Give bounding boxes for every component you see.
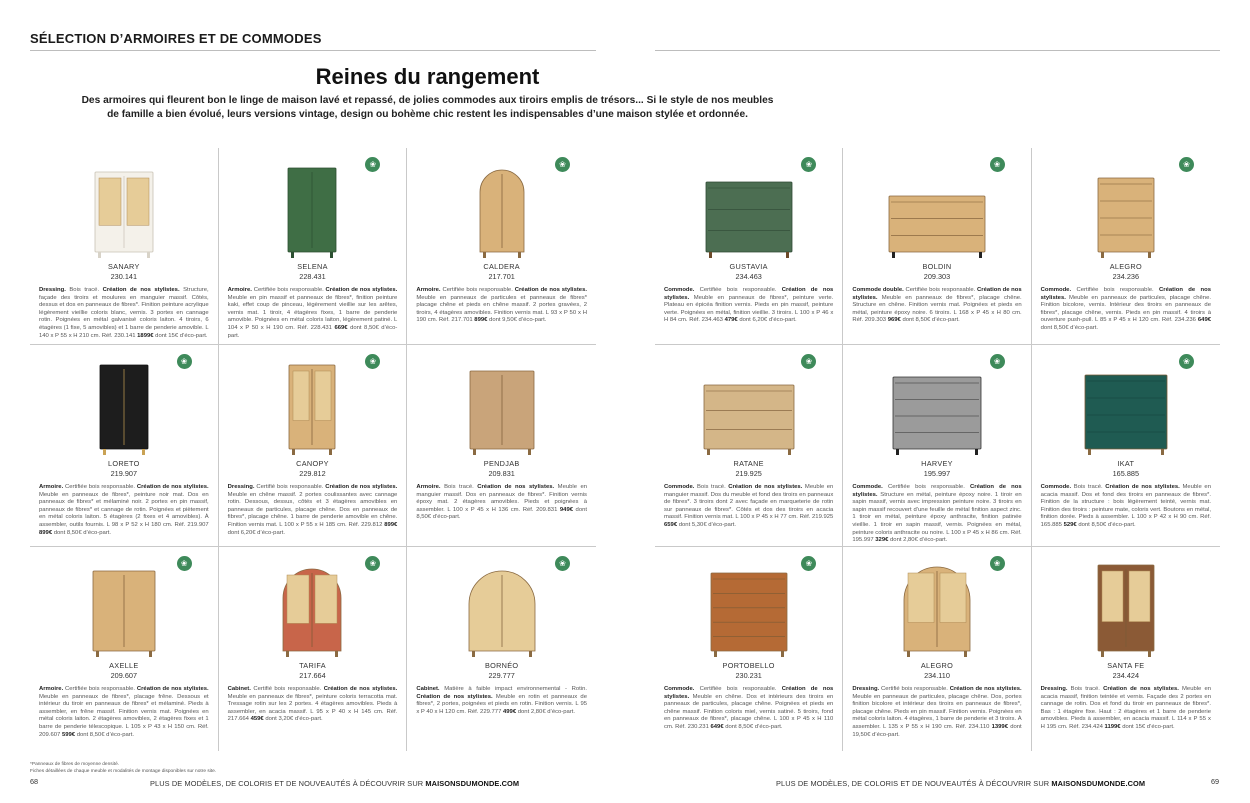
- leaf-icon: ❀: [1179, 157, 1194, 172]
- product-details: Meuble en acacia massif. Dos et fond des tiroirs en panneaux de fibres*. Finition de la structure : bois légèrement teinté, vernis mat. Finition des tiroirs : peinture mate, coloris vert. Boutons en métal, finition dorée. Pieds à assembler. L 100 x P 42 x H 90 cm. Réf. 165.885: [1040, 484, 1211, 528]
- product-details: Meuble en pin massif et panneaux de fibres*, finition peinture kaki, effet coup de pinceau, légèrement vieillie sur les arêtes, vernis mat. 1 tiroir, 4 étagères fixes, 1 barre de penderie amovible. Poignées en métal coloris laiton, légèrement patiné. L 104 x P 50 x H 190 cm. Réf. 228.431: [227, 294, 398, 331]
- product-collection: Création de nos stylistes.: [1103, 686, 1179, 692]
- product-eco-part: dont 2,80€ d’éco-part.: [517, 708, 576, 715]
- product-cert: Bois tracé.: [1073, 484, 1103, 490]
- product-description: [228, 686, 398, 724]
- product-card[interactable]: [655, 547, 843, 751]
- product-price: 329€: [875, 537, 889, 544]
- product-cert: Certifié bois responsable.: [881, 686, 948, 692]
- product-details: Meuble en rotin et panneaux de fibres*, 2 portes, poignées et pieds en rotin. Finition vernis. L 95 x P 40 x H 120 cm. Réf. 229.777: [416, 693, 587, 715]
- product-cert: Matière à faible impact environnemental - Rotin.: [444, 686, 588, 692]
- product-name: SANTA FE: [1107, 661, 1145, 670]
- product-ref: 234.463: [735, 272, 762, 281]
- product-collection: Création de nos stylistes.: [514, 287, 587, 293]
- page-number-left: 68: [30, 777, 39, 786]
- product-ref: 230.141: [110, 272, 138, 281]
- product-card[interactable]: [843, 148, 1031, 345]
- product-details: Meuble en acacia massif, finition teintée et vernis. Façade des 2 portes en cannage de rotin. Dos et fond du tiroir en panneaux de fibres*. Bas : 1 étagère fixe. Haut : 2 étagères et 1 barre de penderie amovibles. Pieds à assembler, en acacia massif. L 114 x P 55 x H 195 cm. Réf. 234.424: [1040, 686, 1212, 730]
- product-description: [852, 484, 1021, 545]
- leaf-icon: ❀: [990, 556, 1005, 571]
- product-card[interactable]: [1032, 547, 1220, 751]
- product-collection: Création de nos stylistes.: [325, 287, 398, 293]
- section-title: SÉLECTION D’ARMOIRES ET DE COMMODES: [30, 31, 322, 46]
- product-grid-left: [30, 148, 596, 751]
- product-card[interactable]: [655, 345, 843, 547]
- product-cert: Certifiée bois responsable.: [887, 484, 965, 490]
- product-image[interactable]: [1041, 551, 1211, 657]
- product-description: [664, 484, 833, 530]
- product-collection: Création de nos stylistes.: [852, 484, 1022, 498]
- product-type: Armoire.: [39, 686, 64, 692]
- product-name: IKAT: [1117, 459, 1135, 468]
- leaf-icon: ❀: [177, 556, 192, 571]
- product-collection: Création de nos stylistes.: [1040, 287, 1212, 301]
- product-name: SANARY: [107, 262, 140, 271]
- product-name: ALEGRO: [920, 661, 954, 670]
- product-collection: Création de nos stylistes.: [949, 686, 1022, 692]
- product-eco-part: dont 8,50€ d’éco-part.: [76, 731, 134, 738]
- product-collection: Création de nos stylistes.: [728, 484, 803, 490]
- product-price: 969€: [887, 317, 901, 324]
- product-description: [39, 287, 209, 340]
- product-ref: 229.777: [488, 671, 515, 680]
- product-description: [228, 287, 398, 340]
- product-type: Dressing.: [227, 484, 255, 490]
- product-description: [1041, 686, 1211, 732]
- product-description: [39, 686, 209, 739]
- product-collection: Création de nos stylistes.: [416, 693, 493, 700]
- leaf-icon: ❀: [365, 556, 380, 571]
- leaf-icon: ❀: [990, 157, 1005, 172]
- product-description: [39, 484, 209, 537]
- product-eco-part: dont 5,30€ d’éco-part.: [678, 521, 737, 528]
- product-cert: Bois tracé.: [69, 287, 100, 293]
- product-cert: Certifiée bois responsable.: [1076, 287, 1154, 293]
- product-name: BOLDIN: [922, 262, 952, 271]
- product-cert: Certifiée bois responsable.: [65, 686, 136, 692]
- product-name: HARVEY: [921, 459, 953, 468]
- promo-text: PLUS DE MODÈLES, DE COLORIS ET DE NOUVEAUTÉS À DÉCOUVRIR SUR: [776, 779, 1050, 788]
- product-description: [664, 287, 833, 325]
- product-cert: Certifié bois responsable.: [253, 686, 322, 692]
- product-type: Armoire.: [39, 484, 64, 490]
- product-ref: 234.236: [1112, 272, 1140, 281]
- product-card[interactable]: [1032, 345, 1220, 547]
- product-collection: Création de nos stylistes.: [325, 484, 398, 490]
- product-price: 899€: [384, 521, 398, 528]
- product-details: Meuble en manguier massif. Dos du meuble et fond des tiroirs en panneaux de fibres*. 3 tiroirs dont 2 avec façade en marqueterie de rotin sur panneaux de fibres*. Côtés et dos des tiroirs en acacia massif. Finition vernis mat. L 100 x P 45 x H 77 cm. Réf. 219.925: [664, 484, 834, 521]
- product-collection: Création de nos stylistes.: [852, 287, 1022, 301]
- product-name: CANOPY: [296, 459, 329, 468]
- product-eco-part: dont 8,50€ d’éco-part.: [725, 723, 783, 730]
- product-ref: 228.431: [299, 272, 326, 281]
- product-details: Meuble en panneaux de fibres*, placage frêne. Dessous et intérieur du tiroir en panneaux de fibres* et mélaminé. Pieds à assembler, en frêne massif. Finition vernis mat. Poignées en métal coloris laiton. 2 étagères amovibles, 2 étagères fixes et 1 barre de penderie télescopique. L 105 x P 43 x H 150 cm. Réf. 209.607: [39, 693, 209, 738]
- product-price: 1399€: [991, 723, 1008, 730]
- product-price: 899€: [474, 317, 488, 324]
- product-eco-part: dont 8,50€ d’éco-part.: [902, 317, 960, 324]
- product-details: Structure en métal, peinture époxy noire. 1 tiroir en sapin massif, vernis avec impression peinture noire. 3 tiroirs en sapin massif recouvert d’une feuille de métal finition aspect zinc. 1 tiroir en métal, peinture époxy anthracite, finition patinée vieillie. 1 tiroir en sapin massif, vernis. Poignées en métal, peinture coloris anthracite ou noire. L 100 x P 45 x H 86 cm. Réf. 195.997: [852, 491, 1022, 544]
- product-card[interactable]: [655, 148, 843, 345]
- product-cert: Bois tracé.: [696, 484, 726, 490]
- product-type: Armoire.: [416, 287, 441, 293]
- product-cert: Bois tracé.: [1070, 686, 1100, 692]
- leaf-icon: ❀: [1179, 354, 1194, 369]
- product-card[interactable]: [407, 547, 596, 751]
- product-type: Armoire.: [416, 484, 441, 490]
- product-ref: 230.231: [735, 671, 762, 680]
- product-name: CALDERA: [483, 262, 520, 271]
- product-name: GUSTAVIA: [729, 262, 768, 271]
- leaf-icon: ❀: [365, 354, 380, 369]
- product-type: Dressing.: [852, 686, 880, 692]
- product-type: Commode.: [664, 686, 695, 692]
- top-rule-right: [655, 50, 1220, 51]
- intro-paragraph: Des armoires qui fleurent bon le linge de maison lavé et repassé, de jolies commodes aux tiroirs emplis de trésors... Si le style de nos meubles de famille a bien évolué, leurs versions vintage, design ou bohème chic restent les indispensables d’une maison stylée et ordonnée.: [81, 95, 774, 120]
- leaf-icon: ❀: [555, 157, 570, 172]
- product-name: ALEGRO: [1109, 262, 1142, 271]
- product-card[interactable]: [1032, 148, 1220, 345]
- product-cert: Bois tracé.: [444, 484, 474, 490]
- product-description: [1041, 484, 1211, 530]
- product-name: PENDJAB: [483, 459, 520, 468]
- product-card[interactable]: [219, 547, 408, 751]
- product-details: Structure, façade des tiroirs et moulures en manguier massif. Côtés, dessus et dos en panneaux de fibres*. Finition peinture acrylique légèrement vieillie coloris blanc, vernis. 3 portes en cannage rotin. Poignées en métal galvanisé coloris laiton. 4 tiroirs, 6 étagères (1 fixe, 5 amovibles) et 1 barre de penderie amovible. L 140 x P 55 x H 210 cm. Réf. 230.141: [39, 287, 209, 339]
- product-price: 949€: [559, 506, 574, 513]
- product-cert: Certifiée bois responsable.: [442, 287, 513, 293]
- leaf-icon: ❀: [801, 354, 816, 369]
- leaf-icon: ❀: [365, 157, 380, 172]
- product-price: 479€: [724, 317, 738, 324]
- product-details: Meuble en panneaux de fibres*, peinture noir mat. Dos en panneaux de fibres* et mélaminé noir. 2 portes en pin massif, panneaux de fibres* et cannage de rotin. Poignées et piètement en métal coloris laiton. 5 étagères (2 fixes et 4 amovibles). À assembler, outils fournis. L 98 x P 52 x H 180 cm. Réf. 219.907: [39, 491, 209, 528]
- product-eco-part: dont 8,50€ d’éco-part.: [416, 506, 588, 521]
- product-name: BORNÉO: [484, 661, 519, 670]
- product-description: [1041, 287, 1211, 333]
- product-price: 649€: [1197, 317, 1211, 324]
- product-price: 1899€: [137, 332, 154, 339]
- leaf-icon: ❀: [555, 556, 570, 571]
- product-collection: Création de nos stylistes.: [323, 686, 398, 692]
- promo-line-right: [776, 779, 1145, 788]
- product-card[interactable]: [407, 345, 596, 547]
- product-eco-part: dont 8,50€ d’éco-part.: [53, 529, 112, 536]
- product-ref: 229.812: [299, 469, 326, 478]
- product-ref: 195.997: [923, 469, 951, 478]
- product-ref: 209.831: [488, 469, 515, 478]
- product-ref: 217.664: [299, 671, 326, 680]
- product-price: 649€: [710, 723, 724, 730]
- product-cert: Certifiée bois responsable.: [699, 287, 777, 293]
- product-details: Meuble en panneaux de fibres*, peinture coloris terracotta mat. Tressage rotin sur les 2 portes. 4 étagères amovibles. Pieds à assembler, en acacia massif. L 95 x P 40 x H 145 cm. Réf. 217.664: [227, 693, 398, 723]
- product-type: Armoire.: [227, 287, 252, 293]
- product-eco-part: dont 6,20€ d’éco-part.: [739, 317, 797, 324]
- product-type: Dressing.: [39, 287, 66, 293]
- product-type: Commode.: [664, 287, 695, 293]
- product-name: LORETO: [107, 459, 140, 468]
- product-collection: Création de nos stylistes.: [136, 686, 209, 692]
- product-name: AXELLE: [109, 661, 139, 670]
- product-card[interactable]: [219, 345, 408, 547]
- product-eco-part: dont 3,20€ d’éco-part.: [265, 716, 323, 723]
- product-details: Meuble en panneaux de particules, placage chêne. Dos, portes finition bicolore et intérieur des tiroirs en panneaux de fibres*, placage chêne. Pieds en pin massif. Finition vernis. Poignées en métal coloris laiton. 4 étagères, 1 barre de penderie et 3 tiroirs. À assembler. L 135 x P 55 x H 190 cm. Réf. 234.110: [852, 693, 1022, 730]
- product-ref: 209.607: [110, 671, 138, 680]
- product-ref: 219.925: [735, 469, 762, 478]
- product-type: Commode.: [1040, 287, 1072, 293]
- product-type: Commode double.: [852, 287, 904, 293]
- product-details: Meuble en chêne. Dos et intérieurs des tiroirs en panneaux de particules, placage chêne. Poignées et pieds en chêne massif. Finition coloris miel, vernis satiné. 5 tiroirs, fond en panneaux de fibres*, placage chêne. L 100 x P 45 x H 110 cm. Réf. 230.231: [664, 693, 834, 730]
- product-grid-right: [655, 148, 1220, 751]
- product-name: RATANE: [733, 459, 764, 468]
- leaf-icon: ❀: [177, 354, 192, 369]
- page-number-right: 69: [1211, 777, 1220, 786]
- product-details: Meuble en panneaux de fibres*, placage chêne. Structure en chêne. Finition vernis mat. Poignées et pieds en métal, peinture époxy noire. 6 tiroirs. L 168 x P 45 x H 80 cm. Réf. 209.303: [852, 294, 1022, 324]
- product-price: 1199€: [1104, 723, 1121, 730]
- product-details: Meuble en panneaux de fibres*, peinture verte. Plateau en épicéa finition vernis. Pieds en pin massif, peinture verte. Poignées en métal, finition vieillie. 3 tiroirs. L 100 x P 46 x H 84 cm. Réf. 234.463: [664, 294, 834, 324]
- product-description: [416, 484, 587, 522]
- product-ref: 209.303: [923, 272, 951, 281]
- footnote-details: Fiches détaillées de chaque meuble et modalités de montage disponibles sur notre site.: [30, 768, 217, 774]
- product-description: [228, 484, 398, 537]
- product-details: Meuble en panneaux de particules, placage chêne. Finition bicolore, vernis. Intérieur des tiroirs en panneaux de fibres*, placage chêne, vernis. Pieds en pin massif. 4 tiroirs à ouverture push-pull. L 85 x P 45 x H 120 cm. Réf. 234.236: [1040, 294, 1211, 324]
- product-name: PORTOBELLO: [722, 661, 775, 670]
- product-type: Commode.: [1040, 484, 1072, 490]
- product-price: 499€: [503, 708, 517, 715]
- product-description: [664, 686, 833, 732]
- product-type: Commode.: [664, 484, 695, 490]
- promo-line-left: [150, 779, 519, 788]
- footnote-fibres: *Panneaux de fibres de moyenne densité.: [30, 762, 120, 767]
- promo-text: PLUS DE MODÈLES, DE COLORIS ET DE NOUVEAUTÉS À DÉCOUVRIR SUR: [150, 779, 424, 788]
- product-price: 529€: [1063, 521, 1077, 528]
- product-eco-part: dont 8,50€ d’éco-part.: [1078, 521, 1136, 528]
- product-cert: Certifiée bois responsable.: [905, 287, 976, 293]
- product-ref: 219.907: [110, 469, 138, 478]
- product-collection: Création de nos stylistes.: [664, 287, 834, 301]
- footnote: [30, 762, 216, 775]
- product-eco-part: dont 8,50€ d’éco-part.: [1040, 324, 1098, 331]
- product-collection: Création de nos stylistes.: [664, 686, 834, 700]
- product-details: Meuble en manguier massif. Dos en panneaux de fibres*. Finition vernis époxy mat. 2 étagères amovibles. Pieds et poignées à assembler. L 100 x P 45 x H 136 cm. Réf. 209.831: [416, 484, 588, 513]
- product-ref: 217.701: [488, 272, 515, 281]
- product-card[interactable]: [219, 148, 408, 345]
- page-headline: Reines du rangement: [315, 64, 540, 89]
- product-collection: Création de nos stylistes.: [1105, 484, 1180, 490]
- product-price: 599€: [61, 731, 76, 738]
- product-type: Commode.: [852, 484, 883, 490]
- product-description: [416, 287, 587, 325]
- product-collection: Création de nos stylistes.: [477, 484, 555, 490]
- product-ref: 234.424: [1112, 671, 1140, 680]
- product-eco-part: dont 15€ d’éco-part.: [1122, 723, 1175, 730]
- product-type: Cabinet.: [227, 686, 251, 692]
- product-cert: Certifié bois responsable.: [256, 484, 324, 490]
- product-image[interactable]: [39, 152, 209, 258]
- product-ref: 234.110: [924, 671, 950, 680]
- product-eco-part: dont 15€ d’éco-part.: [155, 332, 208, 339]
- product-price: 899€: [39, 529, 53, 536]
- product-description: [416, 686, 587, 716]
- product-type: Cabinet.: [416, 686, 440, 692]
- product-type: Dressing.: [1040, 686, 1068, 692]
- product-description: [852, 686, 1021, 739]
- product-card[interactable]: [30, 345, 219, 547]
- product-price: 659€: [664, 521, 678, 528]
- leaf-icon: ❀: [801, 157, 816, 172]
- promo-link[interactable]: MAISONSDUMONDE.COM: [425, 779, 520, 788]
- product-details: Meuble en chêne massif. 2 portes coulissantes avec cannage rotin. Dessous, dessus, côtés et 3 étagères amovibles en panneaux de particules, placage chêne. Dos en panneaux de fibres*, placage chêne. 1 barre de penderie amovible en chêne. Finition vernis mat. L 100 x P 55 x H 185 cm. Réf. 229.812: [227, 491, 398, 528]
- product-collection: Création de nos stylistes.: [102, 287, 180, 293]
- product-eco-part: dont 19,50€ d’éco-part.: [852, 723, 1022, 738]
- product-card[interactable]: [30, 148, 219, 345]
- product-cert: Certifiée bois responsable.: [65, 484, 136, 490]
- product-card[interactable]: [407, 148, 596, 345]
- product-collection: Création de nos stylistes.: [136, 484, 209, 490]
- product-card[interactable]: [843, 547, 1031, 751]
- product-eco-part: dont 6,20€ d’éco-part.: [227, 529, 285, 536]
- product-card[interactable]: [843, 345, 1031, 547]
- leaf-icon: ❀: [801, 556, 816, 571]
- product-eco-part: dont 9,50€ d’éco-part.: [489, 317, 547, 324]
- product-details: Meuble en panneaux de particules et panneaux de fibres* placage chêne et pieds en chêne massif. 2 portes gravées, 2 tiroirs, 4 étagères amovibles. Finition vernis mat. L 93 x P 50 x H 190 cm. Réf. 217.701: [416, 294, 587, 324]
- product-card[interactable]: [30, 547, 219, 751]
- leaf-icon: ❀: [990, 354, 1005, 369]
- product-description: [852, 287, 1021, 325]
- product-price: 669€: [334, 324, 348, 331]
- product-eco-part: dont 8,50€ d’éco-part.: [227, 324, 398, 339]
- product-cert: Certifiée bois responsable.: [699, 686, 777, 692]
- promo-link[interactable]: MAISONSDUMONDE.COM: [1051, 779, 1146, 788]
- product-cert: Certifiée bois responsable.: [253, 287, 324, 293]
- product-eco-part: dont 2,80€ d’éco-part.: [890, 537, 948, 544]
- top-rule-left: [30, 50, 596, 51]
- product-price: 459€: [250, 716, 264, 723]
- product-image[interactable]: [416, 349, 587, 455]
- product-ref: 165.885: [1112, 469, 1140, 478]
- product-name: SELENA: [297, 262, 328, 271]
- product-name: TARIFA: [299, 661, 326, 670]
